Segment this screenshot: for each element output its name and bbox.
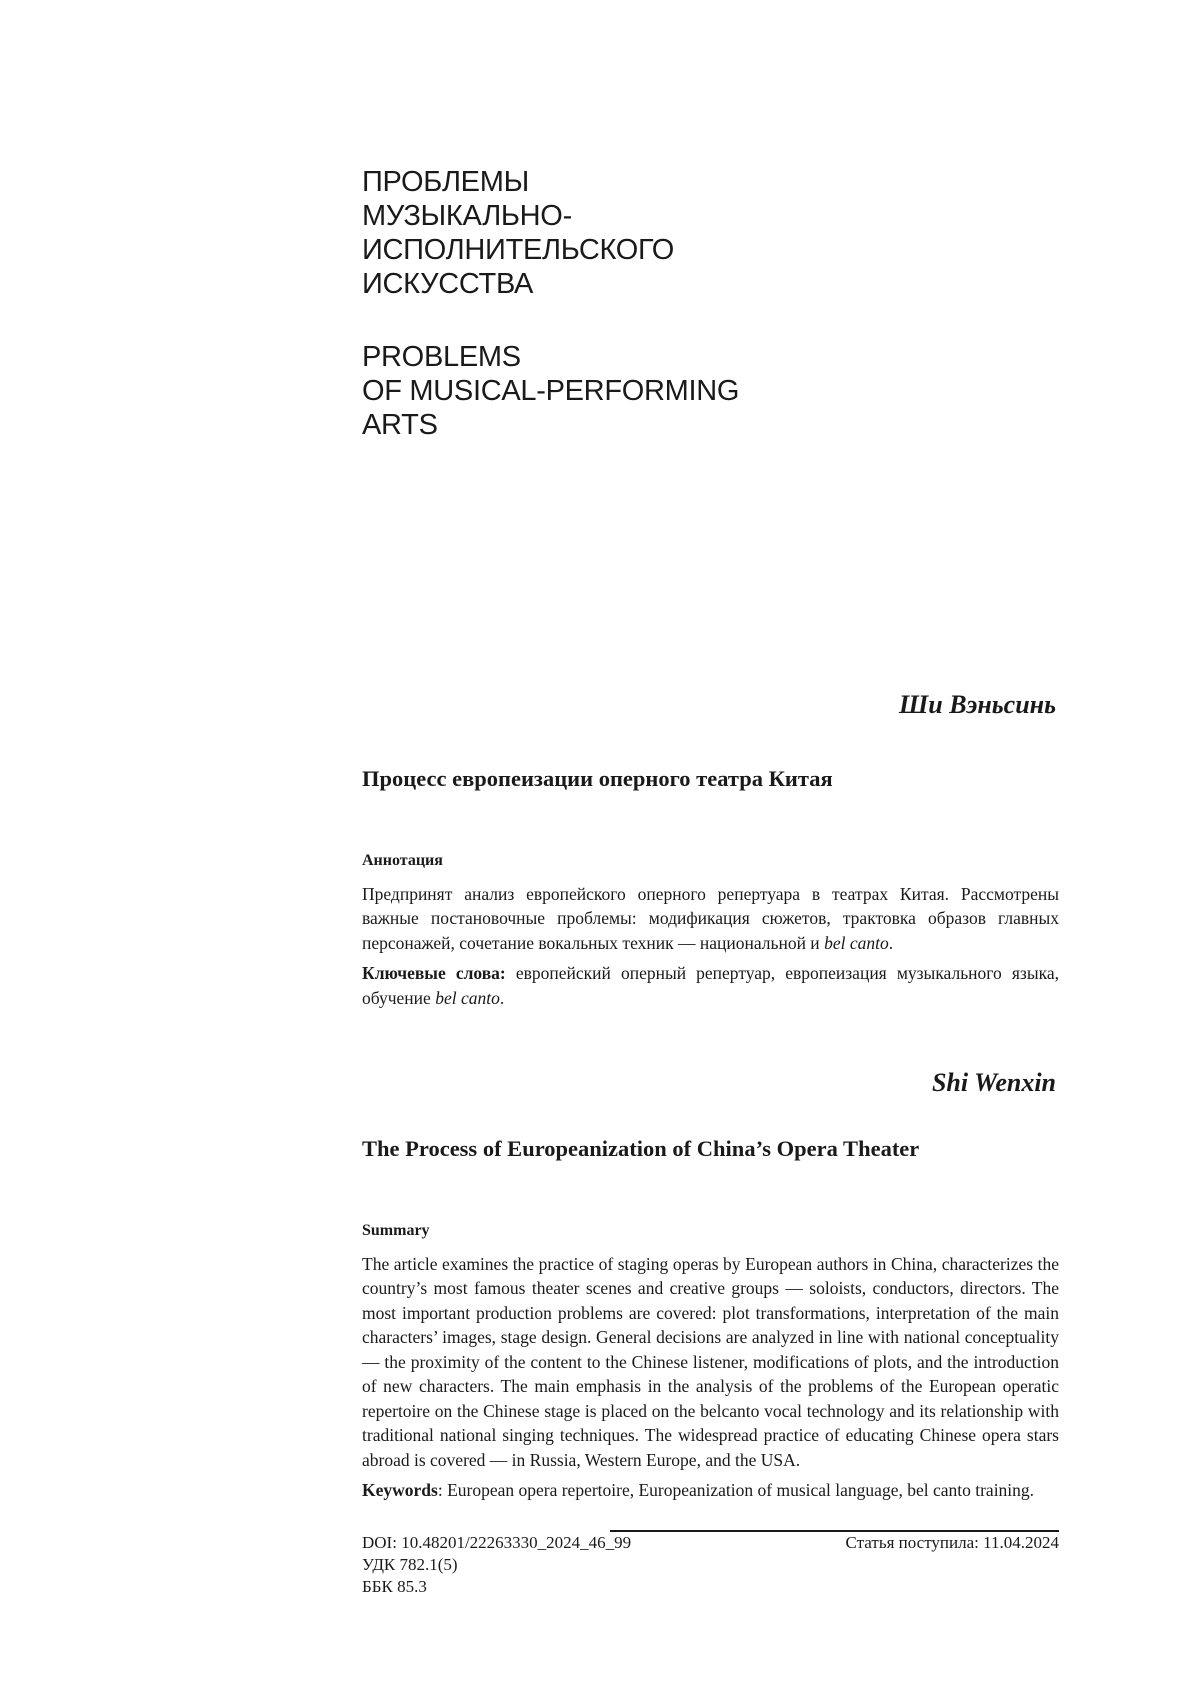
keywords-text-ru-italic: bel canto bbox=[435, 987, 500, 1008]
article-title-ru: Процесс европеизации оперного театра Китая bbox=[362, 766, 833, 791]
received-date: Статья поступила: 11.04.2024 bbox=[845, 1533, 1059, 1552]
udk-line: УДК 782.1(5) bbox=[362, 1555, 458, 1574]
abstract-text-ru-part: Предпринят анализ европейского оперного репертуара в театрах Китая. Рассмотрены важные постановочные проблемы: модификация сюжетов, трактовка образов главных персонажей, сочетание вокальных техник — национальной и bbox=[362, 883, 1059, 953]
keywords-ru bbox=[362, 961, 1059, 1010]
author-name-en: Shi Wenxin bbox=[931, 1068, 1056, 1097]
keywords-text-ru: европейский оперный репертуар, европеизация музыкального языка, обучение bbox=[362, 963, 1059, 1008]
keywords-text-en: : European opera repertoire, Europeanization of musical language, bel canto training. bbox=[437, 1480, 1035, 1500]
summary-label-en: Summary bbox=[362, 1222, 430, 1239]
section-heading-ru-line: ПРОБЛЕМЫ bbox=[362, 166, 529, 198]
section-heading-en bbox=[362, 340, 739, 442]
article-title-en: The Process of Europeanization of China’s Opera Theater bbox=[362, 1136, 920, 1161]
abstract-label-ru: Аннотация bbox=[362, 852, 443, 869]
summary-text-en: The article examines the practice of staging operas by European authors in China, characterizes the country’s most famous theater scenes and creative groups — soloists, conductors, directors. The most important production problems are covered: plot transformations, interpretation of the main characters’ images, stage design. General decisions are analyzed in line with national conceptuality — the proximity of the content to the Chinese listener, modifications of plots, and the introduction of new characters. The main emphasis in the analysis of the problems of the European operatic repertoire on the Chinese stage is placed on the belcanto vocal technology and its relationship with traditional national singing techniques. The widespread practice of educating Chinese opera stars abroad is covered — in Russia, Western Europe, and the USA. bbox=[362, 1253, 1059, 1470]
doi-line: DOI: 10.48201/22263330_2024_46_99 bbox=[362, 1533, 632, 1552]
section-heading-ru-line: ИСПОЛНИТЕЛЬСКОГО bbox=[362, 234, 675, 266]
abstract-text-ru-end: . bbox=[888, 932, 894, 953]
section-heading-en-line: ARTS bbox=[362, 409, 438, 441]
abstract-ru bbox=[362, 849, 1059, 1010]
keywords-label-en: Keywords bbox=[362, 1480, 438, 1500]
keywords-text-ru-end: . bbox=[499, 987, 505, 1008]
abstract-text-ru-italic: bel canto bbox=[824, 932, 889, 953]
article-identifiers bbox=[362, 1532, 631, 1598]
summary-en bbox=[362, 1219, 1059, 1503]
section-heading-ru-line: МУЗЫКАЛЬНО- bbox=[362, 200, 572, 232]
section-heading-ru bbox=[362, 165, 674, 301]
author-name-ru: Ши Вэньсинь bbox=[898, 690, 1056, 719]
section-heading-en-line: OF MUSICAL-PERFORMING bbox=[362, 375, 740, 407]
keywords-label-ru: Ключевые слова: bbox=[362, 963, 506, 983]
section-heading-en-line: PROBLEMS bbox=[362, 341, 521, 373]
bbk-line: ББК 85.3 bbox=[362, 1577, 427, 1596]
abstract-text-ru bbox=[362, 882, 1059, 956]
section-heading-ru-line: ИСКУССТВА bbox=[362, 268, 534, 300]
keywords-en bbox=[362, 1478, 1059, 1503]
